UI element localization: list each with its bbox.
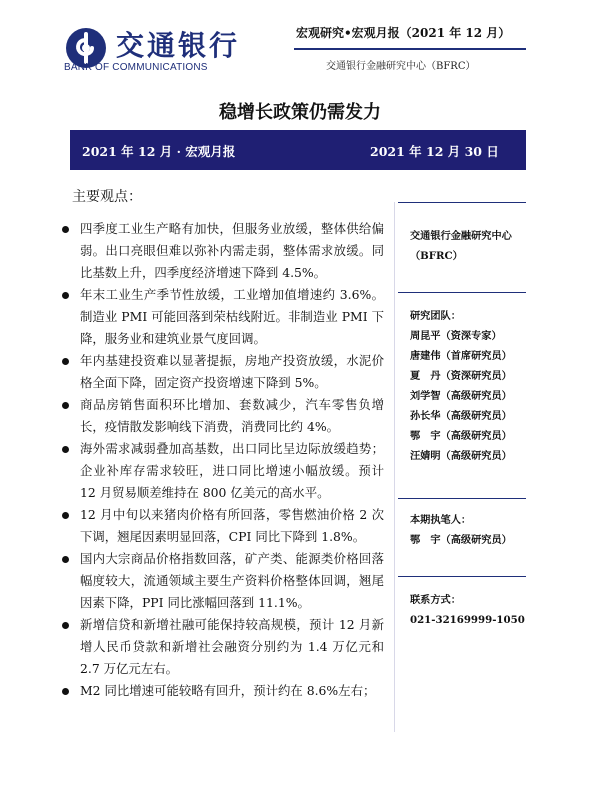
list-item bbox=[62, 438, 384, 504]
sidebar-rule bbox=[398, 292, 526, 293]
list-item bbox=[62, 350, 384, 394]
research-team bbox=[410, 306, 512, 466]
list-item-text: 年末工业生产季节性放缓，工业增加值增速约 3.6%。制造业 PMI 可能回落到荣枯线附近。非制造业 PMI 下降，服务业和建筑业景气度回调。 bbox=[80, 287, 384, 346]
bullet-icon bbox=[62, 358, 69, 365]
sidebar-institute-name: 交通银行金融研究中心 bbox=[410, 230, 512, 242]
team-member: 鄂 宇（高级研究员） bbox=[410, 430, 512, 442]
editor-name: 鄂 宇（高级研究员） bbox=[410, 534, 512, 546]
research-team-label: 研究团队： bbox=[410, 310, 461, 322]
bullet-icon bbox=[62, 446, 69, 453]
team-member: 孙长华（高级研究员） bbox=[410, 410, 512, 422]
report-type: 宏观研究•宏观月报（2021 年 12 月） bbox=[296, 26, 511, 40]
banner-date: 2021 年 12 月 30 日 bbox=[370, 144, 499, 159]
bullet-icon bbox=[62, 292, 69, 299]
editor-label: 本期执笔人： bbox=[410, 514, 472, 526]
list-item bbox=[62, 504, 384, 548]
sidebar-rule bbox=[398, 498, 526, 499]
contact-info bbox=[410, 590, 525, 630]
list-item-text: 四季度工业生产略有加快，但服务业放缓，整体供给偏弱。出口亮眼但难以弥补内需走弱，整体需求放缓。同比基数上升，四季度经济增速下降到 4.5%。 bbox=[80, 221, 384, 280]
header-divider bbox=[294, 48, 526, 50]
bank-name-cn: 交通银行 bbox=[116, 29, 241, 62]
editor-info bbox=[410, 510, 512, 550]
sidebar-divider bbox=[394, 202, 395, 732]
sidebar-institute-abbr: （BFRC） bbox=[410, 250, 463, 262]
list-item-text: 海外需求减弱叠加高基数，出口同比呈边际放缓趋势；企业补库存需求较旺，进口同比增速小幅放缓。预计 12 月贸易顺差维持在 800 亿美元的高水平。 bbox=[80, 441, 384, 500]
key-points-list bbox=[62, 218, 384, 702]
list-item bbox=[62, 394, 384, 438]
list-item-text: 新增信贷和新增社融可能保持较高规模，预计 12 月新增人民币贷款和新增社会融资分别约为 1.4 万亿元和 2.7 万亿元左右。 bbox=[80, 617, 384, 676]
bullet-icon bbox=[62, 556, 69, 563]
list-item bbox=[62, 548, 384, 614]
team-member: 夏 丹（资深研究员） bbox=[410, 370, 512, 382]
institute-name: 交通银行金融研究中心（BFRC） bbox=[326, 61, 476, 72]
list-item bbox=[62, 218, 384, 284]
bullet-icon bbox=[62, 402, 69, 409]
section-heading: 主要观点： bbox=[72, 189, 142, 205]
sidebar-rule bbox=[398, 202, 526, 203]
banner-left-text: 2021 年 12 月 · 宏观月报 bbox=[82, 144, 236, 159]
bank-logo bbox=[64, 22, 274, 82]
date-banner bbox=[70, 130, 526, 170]
list-item-text: M2 同比增速可能较略有回升，预计约在 8.6%左右； bbox=[80, 683, 376, 698]
list-item bbox=[62, 680, 384, 702]
contact-label: 联系方式： bbox=[410, 594, 461, 606]
team-member: 汪婧明（高级研究员） bbox=[410, 450, 512, 462]
sidebar-institute bbox=[410, 226, 512, 266]
bullet-icon bbox=[62, 512, 69, 519]
bullet-icon bbox=[62, 688, 69, 695]
list-item-text: 国内大宗商品价格指数回落，矿产类、能源类价格回落幅度较大，流通领域主要生产资料价格整体回调，翘尾因素下降，PPI 同比涨幅回落到 11.1%。 bbox=[80, 551, 384, 610]
contact-phone: 021-32169999-1050 bbox=[410, 614, 525, 626]
team-member: 刘学智（高级研究员） bbox=[410, 390, 512, 402]
list-item bbox=[62, 614, 384, 680]
sidebar-rule bbox=[398, 576, 526, 577]
team-member: 唐建伟（首席研究员） bbox=[410, 350, 512, 362]
bank-name-en: BANK OF COMMUNICATIONS bbox=[64, 62, 208, 73]
bullet-icon bbox=[62, 226, 69, 233]
list-item-text: 商品房销售面积环比增加、套数减少，汽车零售负增长，疫情散发影响线下消费，消费同比约 4%。 bbox=[80, 397, 384, 434]
bullet-icon bbox=[62, 622, 69, 629]
page-title: 稳增长政策仍需发力 bbox=[219, 102, 381, 123]
team-member: 周昆平（资深专家） bbox=[410, 330, 502, 342]
list-item-text: 12 月中旬以来猪肉价格有所回落，零售燃油价格 2 次下调，翘尾因素明显回落，CPI 同比下降到 1.8%。 bbox=[80, 507, 384, 544]
list-item bbox=[62, 284, 384, 350]
list-item-text: 年内基建投资难以显著提振，房地产投资放缓，水泥价格全面下降，固定资产投资增速下降到 5%。 bbox=[80, 353, 384, 390]
